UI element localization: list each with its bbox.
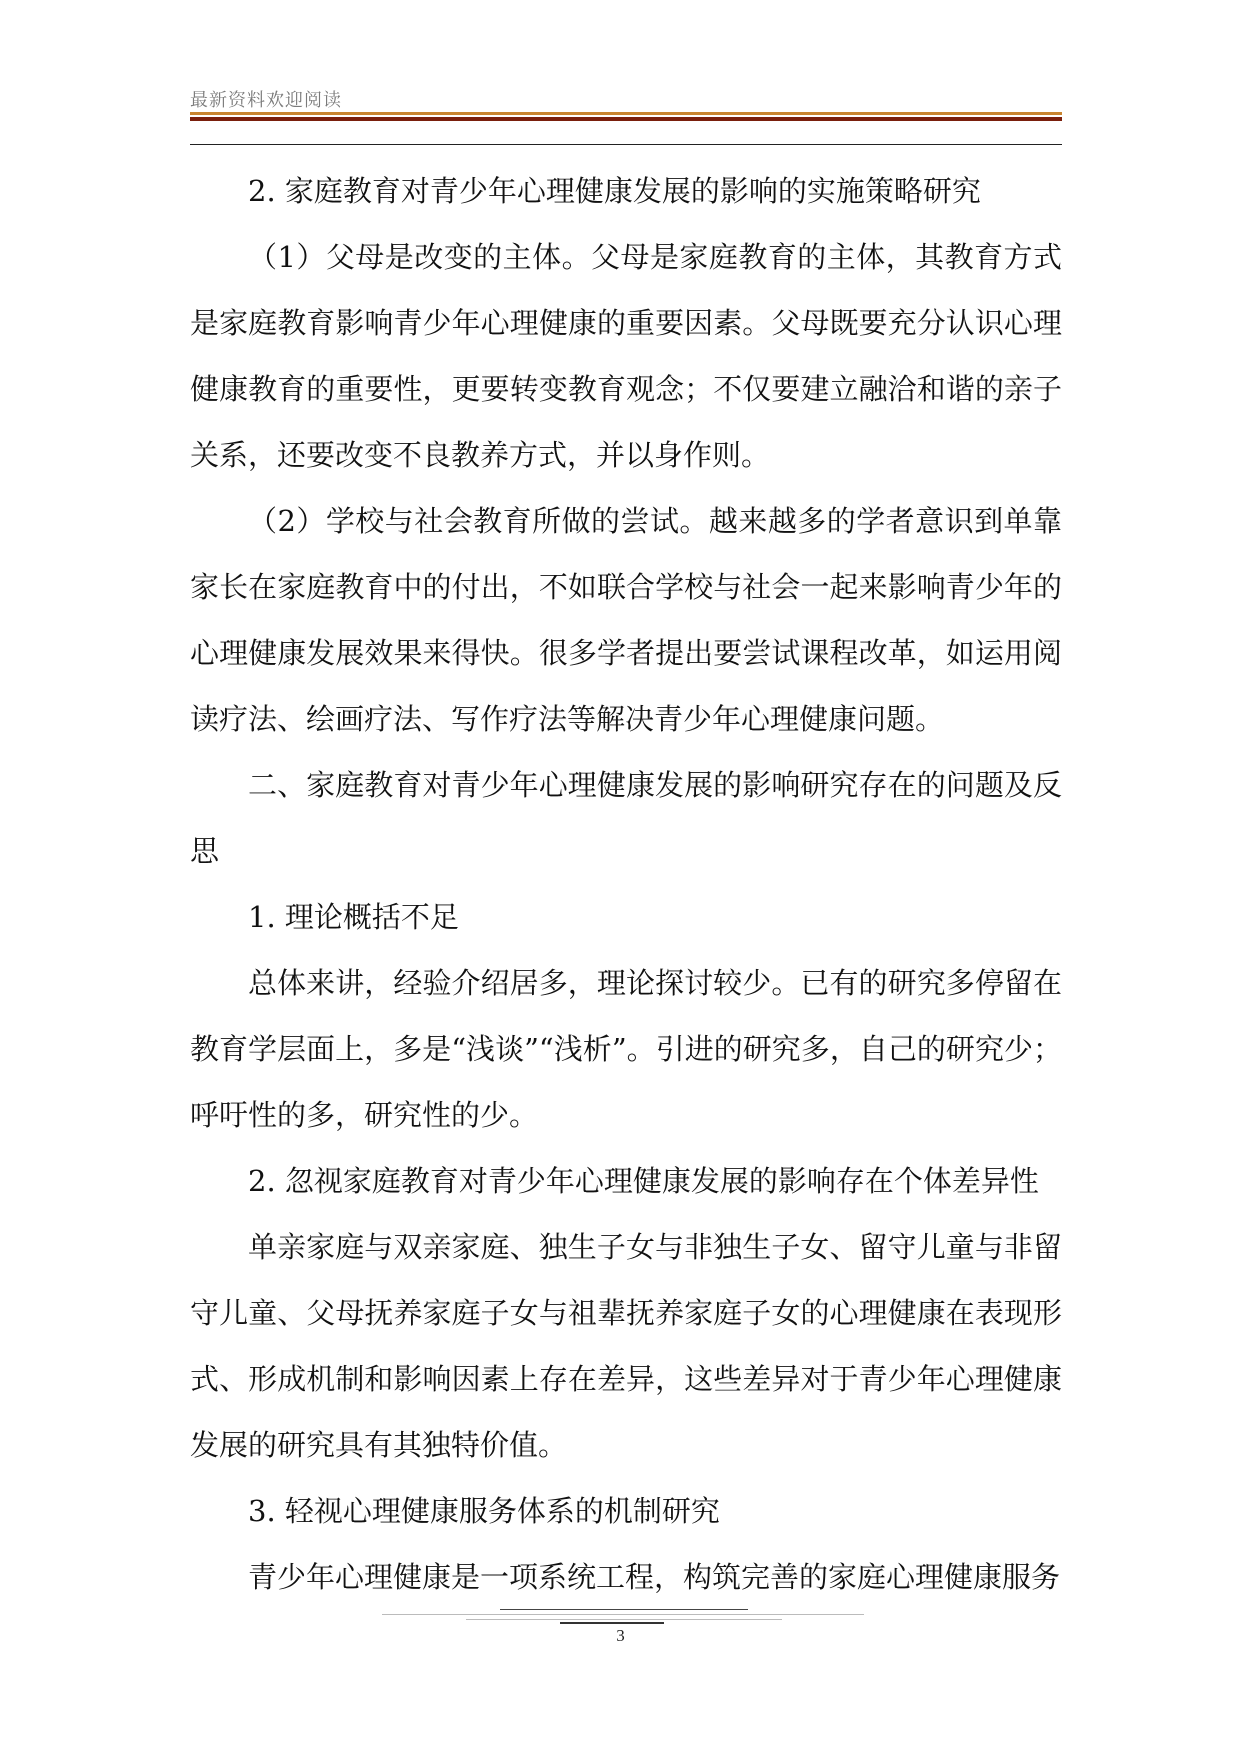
paragraph-school-society: （2）学校与社会教育所做的尝试。越来越多的学者意识到单靠家长在家庭教育中的付出，不如联合学校与社会一起来影响青少年的心理健康发展效果来得快。很多学者提出要尝试课程改革，如运用阅读疗法、绘画疗法、写作疗法等解决青少年心理健康问题。: [190, 504, 1062, 736]
paragraph-parents: （1）父母是改变的主体。父母是家庭教育的主体，其教育方式是家庭教育影响青少年心理健康的重要因素。父母既要充分认识心理健康教育的重要性，更要转变教育观念；不仅要建立融洽和谐的亲子关系，还要改变不良教养方式，并以身作则。: [190, 240, 1062, 472]
footer-rule: [500, 1609, 748, 1610]
document-body: [190, 158, 1062, 1610]
running-header: 最新资料欢迎阅读: [190, 90, 342, 111]
subheading-theory: 1. 理论概括不足: [248, 900, 459, 934]
footer-rule: [466, 1619, 782, 1620]
footer-rule: [560, 1622, 664, 1624]
header-rule-thin: [190, 144, 1062, 145]
subheading-individual-differences: 2. 忽视家庭教育对青少年心理健康发展的影响存在个体差异性: [248, 1164, 1039, 1198]
paragraph-theory: 总体来讲，经验介绍居多，理论探讨较少。已有的研究多停留在教育学层面上，多是“浅谈”“浅析”。引进的研究多，自己的研究少；呼吁性的多，研究性的少。: [190, 966, 1062, 1132]
paragraph-service-system: 青少年心理健康是一项系统工程，构筑完善的家庭心理健康服务: [248, 1560, 1061, 1594]
header-rule-gold: [190, 112, 1062, 115]
subheading-service-system: 3. 轻视心理健康服务体系的机制研究: [248, 1494, 720, 1528]
footer-rule: [382, 1614, 864, 1615]
paragraph-individual-differences: 单亲家庭与双亲家庭、独生子女与非独生子女、留守儿童与非留守儿童、父母抚养家庭子女与祖辈抚养家庭子女的心理健康在表现形式、形成机制和影响因素上存在差异，这些差异对于青少年心理健康发展的研究具有其独特价值。: [190, 1230, 1062, 1462]
page-number: 3: [616, 1626, 625, 1645]
header-rule-brown: [190, 117, 1062, 121]
section-heading-strategy: 2. 家庭教育对青少年心理健康发展的影响的实施策略研究: [248, 174, 981, 208]
section-heading-problems: 二、家庭教育对青少年心理健康发展的影响研究存在的问题及反思: [190, 768, 1062, 868]
